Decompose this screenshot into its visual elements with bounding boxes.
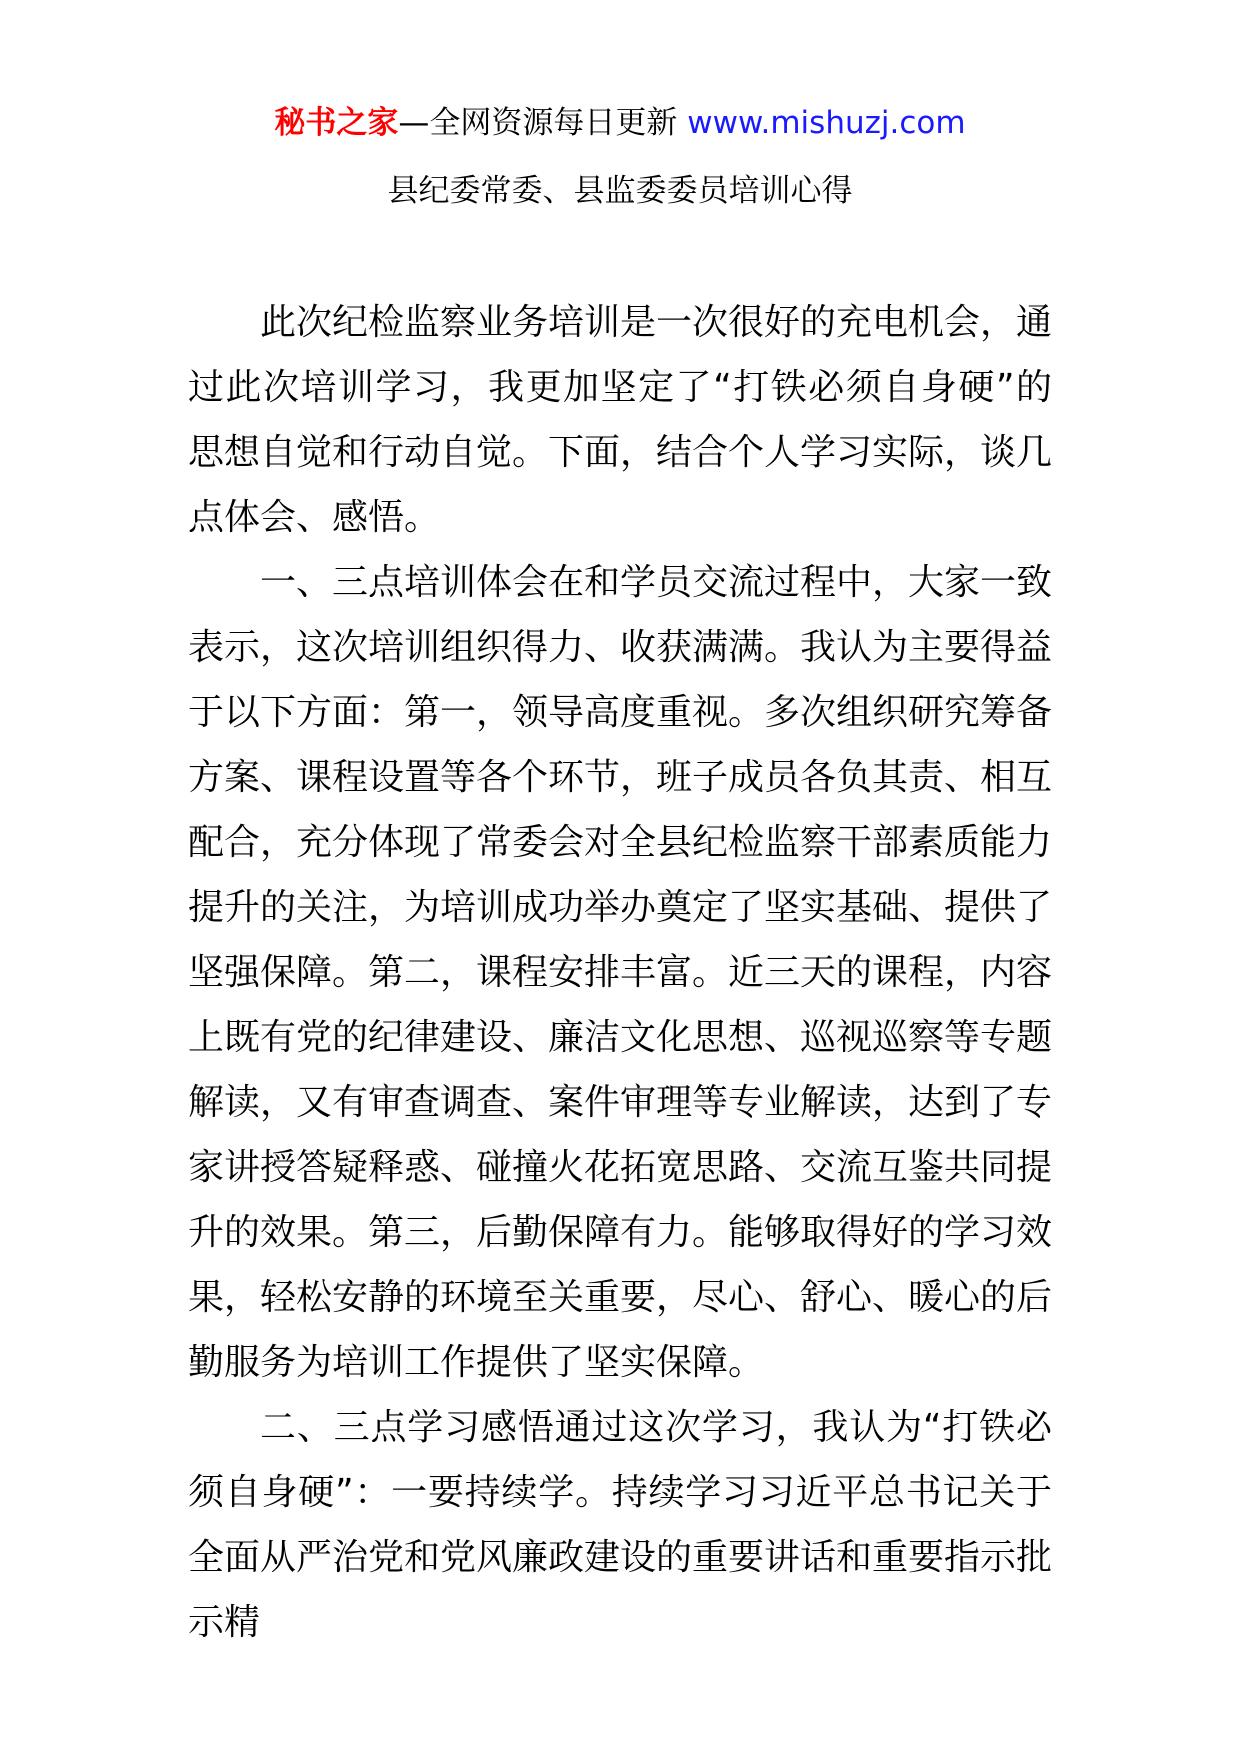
- site-header: [0, 100, 1240, 146]
- brand-name: 秘书之家: [274, 105, 399, 141]
- paragraph-intro: 此次纪检监察业务培训是一次很好的充电机会，通过此次培训学习，我更加坚定了“打铁必须自身硬”的思想自觉和行动自觉。下面，结合个人学习实际，谈几点体会、感悟。: [188, 302, 1053, 538]
- paragraph-section-one: 一、三点培训体会在和学员交流过程中，大家一致表示，这次培训组织得力、收获满满。我认为主要得益于以下方面：第一，领导高度重视。多次组织研究筹备方案、课程设置等各个环节，班子成员各负其责、相互配合，充分体现了常委会对全县纪检监察干部素质能力提升的关注，为培训成功举办奠定了坚实基础、提供了坚强保障。第二，课程安排丰富。近三天的课程，内容上既有党的纪律建设、廉洁文化思想、巡视巡察等专题解读，又有审查调查、案件审理等专业解读，达到了专家讲授答疑释惑、碰撞火花拓宽思路、交流互鉴共同提升的效果。第三，后勤保障有力。能够取得好的学习效果，轻松安静的环境至关重要，尽心、舒心、暖心的后勤服务为培训工作提供了坚实保障。: [188, 562, 1053, 1383]
- paragraph-section-two: 二、三点学习感悟通过这次学习，我认为“打铁必须自身硬”：一要持续学。持续学习习近平总书记关于全面从严治党和党风廉政建设的重要讲话和重要指示批示精: [188, 1407, 1053, 1643]
- document-body: [188, 290, 1052, 1655]
- header-tagline: —全网资源每日更新: [398, 105, 688, 141]
- site-url-link[interactable]: www.mishuzj.com: [687, 105, 966, 141]
- document-title: 县纪委常委、县监委委员培训心得: [387, 173, 853, 209]
